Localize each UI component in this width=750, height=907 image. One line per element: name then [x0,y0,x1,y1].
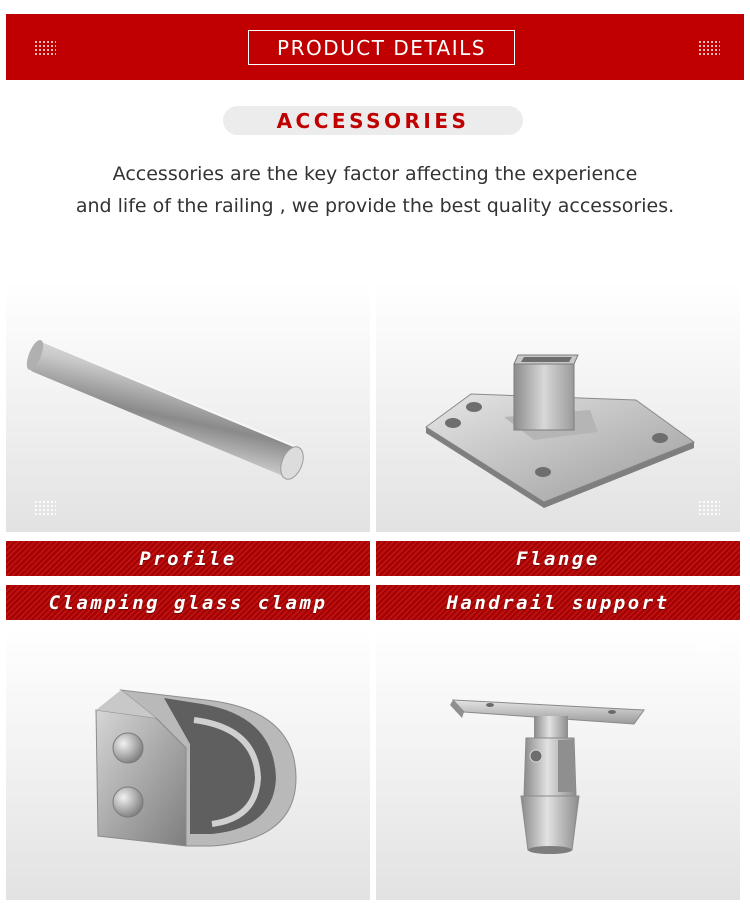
product-image-flange [376,282,740,532]
section-description-line-2: and life of the railing , we provide the best quality accessories. [75,195,675,217]
glass-clamp-icon [6,628,370,900]
dot-grid-decoration [698,40,720,56]
square-post-flange-icon [376,282,740,532]
dot-grid-decoration [696,642,718,658]
dot-grid-decoration [34,40,56,56]
section-title: ACCESSORIES [223,106,523,135]
product-label-handrail-support: Handrail support [376,585,740,620]
product-image-handrail-support [376,628,740,900]
dot-grid-decoration [34,500,56,516]
stainless-steel-rod-icon [6,282,370,532]
product-image-profile [6,282,370,532]
handrail-bracket-icon [376,628,740,900]
section-description-line-1: Accessories are the key factor affecting the experience [112,163,638,185]
dot-grid-decoration [698,500,720,516]
header-banner [6,14,744,80]
product-image-glass-clamp [6,628,370,900]
page-title: PRODUCT DETAILS [248,30,515,65]
product-label-flange: Flange [376,541,740,576]
product-label-glass-clamp: Clamping glass clamp [6,585,370,620]
product-label-profile: Profile [6,541,370,576]
